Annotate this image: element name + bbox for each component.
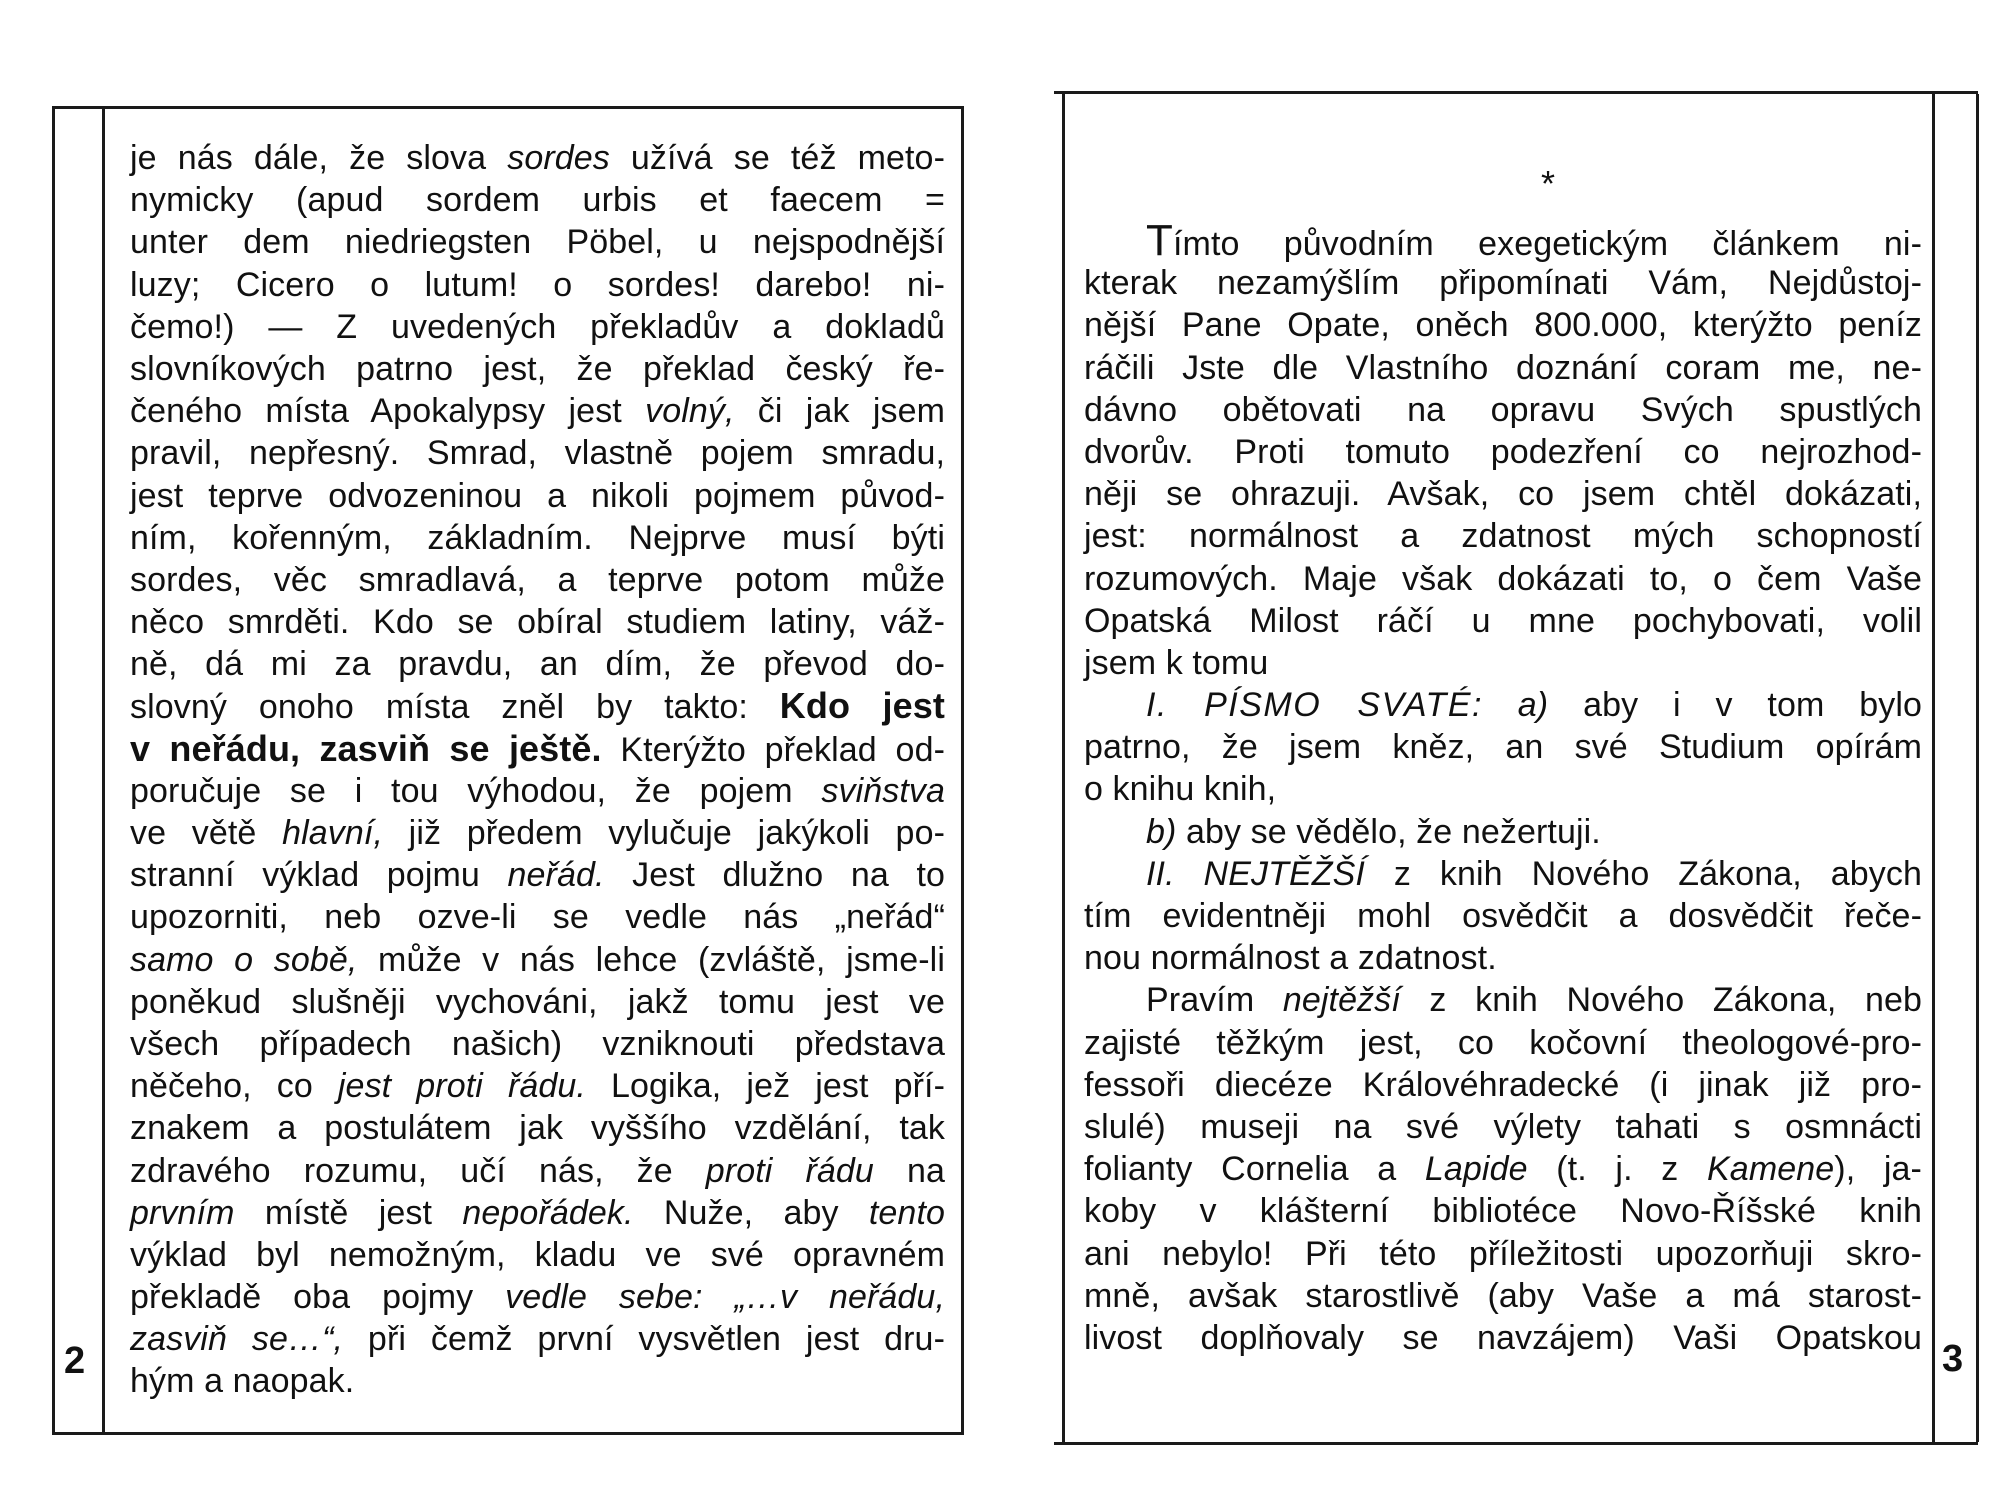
text-run: Nuže, aby (633, 1193, 869, 1232)
text-run: na (873, 1151, 945, 1190)
text-line (1084, 431, 1922, 473)
text-run: zajisté těžkým jest, co kočovní theologové-pro- (1084, 1023, 1922, 1062)
text-run: proti řádu (705, 1151, 874, 1190)
text-run: T (1146, 216, 1173, 265)
text-run: II. NEJTĚŽŠÍ (1146, 854, 1365, 893)
text-run: ímto původním exegetickým článkem ni- (1172, 225, 1922, 263)
text-line (130, 1150, 945, 1192)
text-run: Logika, jež jest pří- (585, 1067, 945, 1106)
text-line (130, 643, 945, 685)
right-page (1054, 91, 1978, 1445)
text-line (1084, 1190, 1922, 1232)
text-line (1084, 558, 1922, 600)
text-line (1084, 1233, 1922, 1275)
text-line (130, 685, 945, 727)
text-run: zasviň se…“, (130, 1320, 344, 1359)
text-run: nymicky (apud sordem urbis et faecem = (130, 181, 945, 220)
margin-rule (1062, 94, 1065, 1442)
text-run: b) (1146, 812, 1177, 851)
text-line (1084, 684, 1922, 726)
text-run: Kterýžto překlad od- (601, 730, 946, 769)
text-line (130, 728, 945, 770)
text-run: samo o sobě, (130, 940, 358, 979)
text-run: neřád. (507, 856, 605, 895)
page-number: 2 (64, 1340, 86, 1382)
text-line (130, 264, 945, 306)
text-line (130, 1234, 945, 1276)
text-line (130, 517, 945, 559)
text-run: je nás dále, že slova (130, 139, 508, 177)
text-run: sordes (507, 139, 610, 177)
text-line (130, 939, 945, 981)
text-run: jest: normálnost a zdatnost mých schopností (1084, 517, 1922, 556)
text-line (130, 137, 945, 179)
section-ornament: * (1540, 163, 1555, 204)
text-line (1084, 1064, 1922, 1106)
text-run: z knih Nového Zákona, abych (1364, 854, 1922, 893)
text-run: Opatská Milost ráčí u mne pochybovati, volil (1084, 601, 1922, 640)
text-run: nejtěžší (1282, 981, 1401, 1020)
text-run: všech případech našich) vzniknouti představa (130, 1024, 945, 1063)
text-line (130, 559, 945, 601)
text-line (130, 1107, 945, 1149)
text-run: nepořádek. (462, 1193, 634, 1232)
text-run: hlavní, (282, 814, 383, 852)
text-run: čeného místa Apokalypsy jest (130, 392, 646, 431)
text-run: při čemž první vysvětlen jest dru- (343, 1320, 945, 1359)
page-number: 3 (1942, 1338, 1964, 1380)
text-run: dávno obětovati na opravu Svých spustlých (1084, 390, 1922, 429)
text-run: Kdo jest (779, 685, 945, 727)
text-line (1084, 937, 1922, 979)
text-line (1084, 726, 1922, 768)
text-run: stranní výklad pojmu (130, 856, 508, 895)
text-run: pravil, nepřesný. Smrad, vlastně pojem smradu, (130, 434, 945, 473)
text-run: ani nebylo! Při této příležitosti upozorňuji skro- (1084, 1234, 1922, 1273)
text-run: aby i v tom bylo (1548, 686, 1923, 725)
margin-rule (102, 109, 105, 1432)
text-column (130, 137, 945, 1403)
text-run: upozorniti, neb ozve-li se vedle nás „neřád“ (130, 898, 945, 937)
text-line (130, 432, 945, 474)
text-run: hým a naopak. (130, 1362, 355, 1401)
text-line (130, 601, 945, 643)
left-page (52, 106, 964, 1435)
text-run: může v nás lehce (zvláště, jsme-li (357, 940, 945, 979)
text-run: unter dem niedriegsten Pöbel, u nejspodnější (130, 223, 945, 262)
text-run: jest teprve odvozeninou a nikoli pojmem původ- (130, 476, 945, 515)
text-run: Kamene (1707, 1150, 1835, 1189)
text-run: či jak jsem (734, 392, 946, 431)
text-run: tento (868, 1193, 945, 1232)
text-run: slovníkových patrno jest, že překlad český ře- (130, 349, 945, 388)
text-run: Lapide (1424, 1150, 1528, 1189)
text-run: něco smrděti. Kdo se obíral studiem latiny, váž- (130, 603, 945, 642)
text-run: nou normálnost a zdatnost. (1084, 939, 1497, 978)
text-line (1084, 1317, 1922, 1359)
text-run: Jest dlužno na to (604, 856, 945, 895)
text-run: ním, kořenným, základním. Nejprve musí býti (130, 518, 945, 557)
text-line (130, 854, 945, 896)
text-run: jest proti řádu. (337, 1067, 586, 1106)
text-line (130, 1318, 945, 1360)
text-line (130, 306, 945, 348)
text-run: již předem vylučuje jakýkoli po- (383, 814, 945, 852)
text-run: prvním (130, 1193, 235, 1232)
text-run: aby se vědělo, že nežertuji. (1176, 812, 1601, 851)
text-run (1483, 686, 1518, 724)
text-run: (t. j. z (1527, 1150, 1708, 1189)
text-line (130, 475, 945, 517)
text-line (1084, 389, 1922, 431)
text-run: kterak nezamýšlím připomínati Vám, Nejdůstoj- (1084, 264, 1922, 303)
text-line (1084, 347, 1922, 389)
text-run: místě jest (234, 1193, 463, 1232)
text-run: volný, (645, 392, 735, 431)
text-run: nější Pane Opate, oněch 800.000, kterýžto peníz (1084, 306, 1922, 345)
text-line (130, 221, 945, 263)
text-run: slovný onoho místa zněl by takto: (130, 688, 780, 727)
text-run: ně, dá mi za pravdu, an dím, že převod do- (130, 645, 945, 684)
text-run: fessoři diecéze Královéhradecké (i jinak již pro- (1084, 1065, 1922, 1104)
text-run: znakem a postulátem jak vyššího vzdělání, tak (130, 1109, 945, 1148)
text-run: něji se ohrazuji. Avšak, co jsem chtěl dokázati, (1084, 475, 1922, 514)
text-line (1084, 1106, 1922, 1148)
text-line (1084, 895, 1922, 937)
text-line (1084, 1148, 1922, 1190)
text-run: Pravím (1146, 981, 1283, 1020)
text-line (1084, 304, 1922, 346)
text-column (1084, 148, 1922, 1359)
text-run: něčeho, co (130, 1067, 338, 1106)
text-line (1084, 515, 1922, 557)
text-line (130, 770, 945, 812)
text-run: slulé) museji na své výlety tahati s osmnácti (1084, 1107, 1922, 1146)
text-line (1084, 262, 1922, 304)
text-line (130, 179, 945, 221)
text-line (130, 348, 945, 390)
text-run: tím evidentněji mohl osvědčit a dosvědčit řeče- (1084, 897, 1922, 935)
margin-rule (1976, 94, 1979, 1442)
text-run: sviňstva (821, 771, 945, 810)
text-line (130, 981, 945, 1023)
text-line (130, 1276, 945, 1318)
text-line (130, 1192, 945, 1234)
text-line (1084, 853, 1922, 895)
text-run: výklad byl nemožným, kladu ve své opravném (130, 1235, 945, 1274)
text-line (1084, 473, 1922, 515)
text-run: livost doplňovaly se navzájem) Vaši Opatskou (1084, 1318, 1922, 1357)
text-line (1084, 216, 1922, 265)
text-run: patrno, že jsem kněz, an své Studium opírám (1084, 728, 1922, 767)
text-run: ), ja- (1834, 1150, 1922, 1189)
text-line (1084, 768, 1922, 810)
text-run: luzy; Cicero o lutum! o sordes! darebo! ni- (130, 265, 945, 304)
text-run: poručuje se i tou výhodou, že pojem (130, 771, 822, 810)
text-run: o knihu knih, (1084, 770, 1277, 809)
text-run: čemo!) — Z uvedených překladův a dokladů (130, 307, 945, 346)
text-line (130, 390, 945, 432)
text-line (130, 896, 945, 938)
text-run: zdravého rozumu, učí nás, že (130, 1151, 706, 1190)
text-run: užívá se též meto- (609, 139, 945, 177)
text-run: sordes, věc smradlavá, a teprve potom může (130, 560, 945, 599)
text-line (130, 1065, 945, 1107)
text-run: vedle sebe: „…v neřádu, (505, 1278, 945, 1317)
text-line (130, 1360, 945, 1402)
text-run: z knih Nového Zákona, neb (1400, 981, 1922, 1020)
text-run: ráčili Jste dle Vlastního doznání coram me, ne- (1084, 348, 1922, 387)
text-line (1084, 979, 1922, 1021)
text-line (130, 1023, 945, 1065)
text-run: folianty Cornelia a (1084, 1150, 1425, 1189)
text-run: jsem k tomu (1084, 643, 1269, 682)
text-line (1084, 1275, 1922, 1317)
text-line (1084, 600, 1922, 642)
text-line (130, 812, 945, 854)
text-run: dvorův. Proti tomuto podezření co nejrozhod- (1084, 432, 1922, 471)
text-line (1084, 1022, 1922, 1064)
text-run: poněkud slušněji vychováni, jakž tomu jest ve (130, 982, 945, 1021)
text-run: a) (1517, 686, 1549, 725)
text-run: ve větě (130, 814, 283, 852)
text-run: mně, avšak starostlivě (aby Vaše a má starost- (1084, 1276, 1922, 1315)
text-run: v neřádu, zasviň se ještě. (130, 727, 602, 769)
text-line (1084, 811, 1922, 853)
margin-rule (1932, 94, 1935, 1442)
text-line (1084, 642, 1922, 684)
text-run: I. PÍSMO SVATÉ: (1146, 686, 1483, 725)
text-run: překladě oba pojmy (130, 1278, 506, 1317)
text-run: rozumových. Maje však dokázati to, o čem Vaše (1084, 559, 1922, 598)
text-run: koby v klášterní bibliotéce Novo-Říšské knih (1084, 1192, 1922, 1231)
